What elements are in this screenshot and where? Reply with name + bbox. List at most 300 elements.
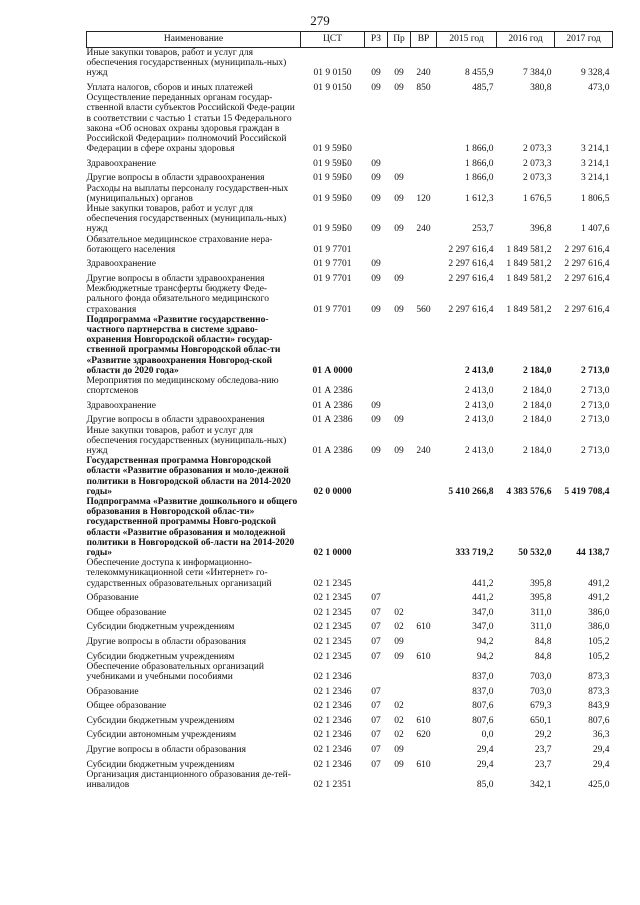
cell-name: Здравоохранение [86, 158, 156, 169]
cell-2017: 386,0 [588, 607, 610, 618]
cell-2016: 2 184,0 [523, 365, 552, 376]
cell-name: Другие вопросы в области образования [86, 745, 246, 756]
cell-rz: 09 [371, 400, 381, 411]
cell-cst: 02 1 2346 [313, 759, 352, 770]
cell-2017: 2 713,0 [581, 365, 610, 376]
cell-2015: 2 297 616,4 [448, 304, 494, 315]
cell-name: Общее образование [86, 607, 167, 618]
cell-rz: 09 [371, 68, 381, 79]
cell-name: Межбюджетные трансферты бюджету Феде-рального фонда обязательного медицинского страхования [86, 284, 269, 315]
cell-2016: 1 849 581,2 [506, 259, 552, 270]
cell-2016: 2 184,0 [523, 415, 552, 426]
cell-pr [388, 376, 411, 396]
cell-2017: 2 297 616,4 [564, 304, 610, 315]
cell-rz: 09 [371, 259, 381, 270]
table-row [87, 284, 613, 315]
cell-vr [411, 633, 437, 648]
cell-2015: 333 719,2 [455, 548, 494, 559]
cell-2017: 386,0 [588, 622, 610, 633]
cell-2015: 441,2 [472, 593, 494, 604]
cell-2015: 2 413,0 [465, 365, 494, 376]
cell-2017: 807,6 [588, 715, 610, 726]
cell-cst: 01 А 2386 [312, 386, 353, 397]
cell-2016: 650,1 [530, 715, 552, 726]
cell-pr: 09 [394, 193, 404, 204]
table-row [87, 726, 613, 741]
cell-name: Подпрограмма «Развитие государственно-частного партнерства в системе здраво-охранения Новгородской области» государ-ственной программы Новгородской облас-ти «Развитие здравоохранения Новгород-ской области до 2020 года» [86, 314, 281, 376]
cell-pr: 09 [394, 304, 404, 315]
table-row [87, 396, 613, 411]
table-body [87, 48, 613, 791]
cell-cst: 01 9 7701 [313, 304, 352, 315]
table-row [87, 79, 613, 94]
page-number: 279 [310, 13, 330, 28]
cell-vr [411, 497, 437, 558]
table-row [87, 770, 613, 790]
cell-rz: 07 [371, 745, 381, 756]
cell-cst: 02 1 2346 [313, 730, 352, 741]
cell-rz [365, 93, 388, 154]
cell-2015: 837,0 [472, 672, 494, 683]
cell-pr [388, 235, 411, 255]
table-row [87, 426, 613, 457]
cell-name: Субсидии бюджетным учреждениям [86, 651, 235, 662]
cell-vr [411, 235, 437, 255]
cell-2017: 473,0 [588, 83, 610, 93]
cell-rz: 07 [371, 637, 381, 648]
cell-2015: 29,4 [476, 745, 494, 756]
cell-pr: 09 [394, 173, 404, 184]
table-row [87, 235, 613, 255]
cell-rz: 09 [371, 224, 381, 235]
cell-2015: 807,6 [472, 701, 494, 712]
cell-2016: 7 384,0 [523, 68, 552, 79]
cell-2017: 491,2 [588, 578, 610, 589]
cell-2016: 1 849 581,2 [506, 244, 552, 255]
cell-name: Обеспечение образовательных организаций учебниками и учебными пособиями [86, 661, 264, 683]
cell-cst: 01 9 0150 [313, 68, 352, 79]
cell-pr: 02 [394, 607, 404, 618]
cell-rz [365, 497, 388, 558]
cell-pr: 02 [394, 701, 404, 712]
cell-vr [411, 662, 437, 682]
cell-vr [411, 411, 437, 426]
cell-vr [411, 770, 437, 790]
cell-rz [365, 235, 388, 255]
cell-rz: 07 [371, 607, 381, 618]
cell-name: Общее образование [86, 701, 167, 712]
cell-vr [411, 603, 437, 618]
cell-rz: 09 [371, 304, 381, 315]
cell-pr: 09 [394, 224, 404, 235]
cell-vr [411, 396, 437, 411]
cell-name: Обеспечение доступа к информационно-телекоммуникационной сети «Интернет» го-сударственных образовательных организаций [86, 558, 272, 589]
column-header-2017: 2017 год [555, 32, 613, 48]
cell-2017: 3 214,1 [581, 158, 610, 169]
cell-name: Образование [86, 686, 139, 697]
cell-2015: 2 297 616,4 [448, 274, 494, 285]
cell-pr: 09 [394, 745, 404, 756]
cell-pr: 09 [394, 651, 404, 662]
cell-name: Субсидии бюджетным учреждениям [86, 622, 235, 633]
cell-2017: 3 214,1 [581, 173, 610, 184]
cell-name: Субсидии автономным учреждениям [86, 730, 237, 741]
cell-vr [411, 456, 437, 497]
cell-pr: 09 [394, 83, 404, 93]
cell-cst: 02 1 2345 [313, 651, 352, 662]
cell-cst: 02 1 2345 [313, 622, 352, 633]
cell-vr [411, 741, 437, 756]
table-row [87, 603, 613, 618]
cell-pr: 09 [394, 68, 404, 79]
cell-2015: 347,0 [472, 607, 494, 618]
cell-pr [388, 662, 411, 682]
cell-pr [388, 154, 411, 169]
cell-vr [411, 376, 437, 396]
cell-rz: 07 [371, 701, 381, 712]
cell-cst: 02 1 2345 [313, 607, 352, 618]
cell-2016: 1 849 581,2 [506, 304, 552, 315]
cell-vr [411, 589, 437, 604]
cell-pr [388, 589, 411, 604]
cell-2016: 2 073,3 [523, 158, 552, 169]
cell-2017: 44 138,7 [576, 548, 610, 559]
cell-pr [388, 255, 411, 270]
cell-pr [388, 315, 411, 376]
cell-rz [365, 315, 388, 376]
column-header-name: Наименование [87, 32, 301, 48]
cell-2017: 491,2 [588, 593, 610, 604]
cell-2017: 1 806,5 [581, 193, 610, 204]
cell-2016: 23,7 [534, 745, 552, 756]
cell-cst: 02 1 0000 [313, 548, 352, 559]
cell-name: Уплата налогов, сборов и иных платежей [86, 83, 253, 93]
column-header-pr: Пр [388, 32, 411, 48]
cell-pr: 09 [394, 274, 404, 285]
cell-2015: 2 413,0 [465, 446, 494, 457]
table-row [87, 497, 613, 558]
cell-vr: 610 [416, 651, 431, 662]
cell-pr [388, 770, 411, 790]
cell-pr [388, 396, 411, 411]
cell-2016: 395,8 [530, 578, 552, 589]
table-row [87, 741, 613, 756]
cell-2016: 311,0 [530, 607, 552, 618]
cell-2016: 84,8 [534, 651, 552, 662]
column-header-rz: РЗ [365, 32, 388, 48]
cell-2017: 843,9 [588, 701, 610, 712]
cell-2015: 1 866,0 [465, 144, 494, 155]
cell-2016: 50 532,0 [518, 548, 552, 559]
cell-vr: 620 [416, 730, 431, 741]
table-row [87, 558, 613, 589]
cell-cst: 01 9 59Б0 [313, 224, 352, 235]
cell-cst: 01 9 59Б0 [313, 144, 352, 155]
cell-pr: 02 [394, 622, 404, 633]
cell-name: Другие вопросы в области здравоохранения [86, 274, 265, 285]
column-header-2016: 2016 год [497, 32, 555, 48]
cell-vr [411, 270, 437, 285]
cell-2015: 29,4 [476, 759, 494, 770]
cell-2016: 2 073,3 [523, 173, 552, 184]
cell-rz: 09 [371, 415, 381, 426]
column-header-cst: ЦСТ [301, 32, 365, 48]
table-row [87, 184, 613, 204]
cell-cst: 02 1 2345 [313, 578, 352, 589]
cell-2015: 94,2 [476, 651, 494, 662]
cell-cst: 01 9 59Б0 [313, 158, 352, 169]
cell-2015: 441,2 [472, 578, 494, 589]
cell-name: Другие вопросы в области образования [86, 637, 246, 648]
table-row [87, 633, 613, 648]
cell-2016: 23,7 [534, 759, 552, 770]
cell-2015: 8 455,9 [465, 68, 494, 79]
cell-2017: 873,3 [588, 686, 610, 697]
cell-rz: 07 [371, 622, 381, 633]
cell-rz [365, 376, 388, 396]
cell-rz: 07 [371, 651, 381, 662]
cell-2015: 2 297 616,4 [448, 244, 494, 255]
cell-2016: 2 184,0 [523, 446, 552, 457]
cell-name: Субсидии бюджетным учреждениям [86, 715, 235, 726]
cell-2015: 807,6 [472, 715, 494, 726]
cell-name: Мероприятия по медицинскому обследова-нию спортсменов [86, 376, 279, 397]
cell-2017: 105,2 [588, 637, 610, 648]
table-row [87, 93, 613, 154]
cell-rz [365, 456, 388, 497]
cell-vr [411, 169, 437, 184]
cell-name: Иные закупки товаров, работ и услуг для обеспечения государственных (муниципаль-ных) нужд [86, 425, 287, 457]
table-row [87, 154, 613, 169]
cell-2017: 2 713,0 [581, 386, 610, 397]
cell-2017: 29,4 [592, 759, 610, 770]
cell-name: Обязательное медицинское страхование нера-ботающего населения [86, 234, 273, 255]
cell-rz: 09 [371, 193, 381, 204]
cell-cst: 02 1 2346 [313, 672, 352, 683]
cell-cst: 01 А 2386 [312, 415, 353, 426]
cell-name: Организация дистанционного образования де-тей-инвалидов [86, 769, 291, 791]
cell-cst: 01 9 7701 [313, 244, 352, 255]
cell-2016: 395,8 [530, 593, 552, 604]
cell-vr: 120 [416, 193, 431, 204]
cell-name: Здравоохранение [86, 259, 156, 270]
cell-2017: 5 419 708,4 [564, 486, 610, 497]
cell-cst: 02 1 2346 [313, 745, 352, 756]
cell-2016: 4 383 576,6 [506, 486, 552, 497]
cell-2015: 2 297 616,4 [448, 259, 494, 270]
cell-rz: 07 [371, 686, 381, 697]
cell-rz: 09 [371, 83, 381, 93]
cell-pr: 09 [394, 759, 404, 770]
cell-rz [365, 558, 388, 589]
cell-2015: 253,7 [472, 224, 494, 235]
cell-cst: 01 9 59Б0 [313, 173, 352, 184]
table-row [87, 48, 613, 79]
cell-2015: 347,0 [472, 622, 494, 633]
cell-vr [411, 255, 437, 270]
cell-2017: 105,2 [588, 651, 610, 662]
cell-vr [411, 697, 437, 712]
cell-pr: 09 [394, 637, 404, 648]
cell-2016: 703,0 [530, 672, 552, 683]
cell-pr: 02 [394, 715, 404, 726]
cell-2017: 36,3 [592, 730, 610, 741]
cell-cst: 01 9 59Б0 [313, 193, 352, 204]
column-header-2015: 2015 год [437, 32, 497, 48]
cell-vr: 610 [416, 715, 431, 726]
cell-2017: 3 214,1 [581, 144, 610, 155]
cell-vr: 610 [416, 759, 431, 770]
cell-cst: 01 9 7701 [313, 274, 352, 285]
cell-cst: 01 9 0150 [313, 83, 352, 93]
cell-2017: 2 297 616,4 [564, 244, 610, 255]
cell-vr: 560 [416, 304, 431, 315]
table-row [87, 169, 613, 184]
table-row [87, 204, 613, 235]
cell-2015: 485,7 [472, 83, 494, 93]
cell-2016: 2 184,0 [523, 386, 552, 397]
cell-cst: 02 0 0000 [313, 486, 352, 497]
cell-name: Субсидии бюджетным учреждениям [86, 759, 235, 770]
cell-name: Государственная программа Новгородской области «Развитие образования и моло-дежной политики в Новгородской области на 2014-2020 годы» [86, 456, 291, 497]
cell-2017: 1 407,6 [581, 224, 610, 235]
cell-rz: 09 [371, 173, 381, 184]
cell-cst: 02 1 2346 [313, 715, 352, 726]
cell-2016: 342,1 [530, 780, 552, 791]
cell-2016: 84,8 [534, 637, 552, 648]
cell-vr [411, 558, 437, 589]
cell-2015: 1 866,0 [465, 158, 494, 169]
cell-name: Подпрограмма «Развитие дошкольного и общего образования в Новгородской облас-ти» государственной программы Новго-родской области «Развитие образования и молодежной политики в Новгородской об-ласти на 2014-2020 годы» [86, 497, 298, 559]
cell-2015: 2 413,0 [465, 400, 494, 411]
cell-2016: 380,8 [530, 83, 552, 93]
cell-vr: 240 [416, 224, 431, 235]
table-row [87, 456, 613, 497]
cell-cst: 02 1 2345 [313, 593, 352, 604]
cell-name: Здравоохранение [86, 400, 156, 411]
table-row [87, 255, 613, 270]
table-row [87, 711, 613, 726]
cell-2015: 94,2 [476, 637, 494, 648]
cell-vr: 850 [416, 83, 431, 93]
cell-pr [388, 456, 411, 497]
cell-name: Другие вопросы в области здравоохранения [86, 415, 265, 426]
cell-rz: 07 [371, 759, 381, 770]
cell-2017: 2 713,0 [581, 400, 610, 411]
cell-vr [411, 154, 437, 169]
cell-2016: 1 849 581,2 [506, 274, 552, 285]
cell-2015: 2 413,0 [465, 415, 494, 426]
cell-2016: 396,8 [530, 224, 552, 235]
cell-rz: 07 [371, 730, 381, 741]
cell-cst: 01 9 7701 [313, 259, 352, 270]
cell-cst: 02 1 2351 [313, 780, 352, 791]
cell-pr [388, 558, 411, 589]
cell-cst: 01 А 0000 [312, 365, 353, 376]
cell-pr: 09 [394, 415, 404, 426]
cell-name: Другие вопросы в области здравоохранения [86, 173, 265, 184]
cell-2015: 5 410 266,8 [448, 486, 494, 497]
cell-name: Осуществление переданных органам государ-ственной власти субъектов Российской Феде-рации в соответствии с частью 1 статьи 15 Федерального закона «Об основах охраны здоровья граждан в Российской Федерации» полномочий Российской Федерации в сфере охраны здоровья [86, 93, 295, 155]
cell-name: Иные закупки товаров, работ и услуг для обеспечения государственных (муниципаль-ных) нужд [86, 48, 287, 79]
cell-2016: 2 073,3 [523, 144, 552, 155]
cell-2017: 2 713,0 [581, 446, 610, 457]
cell-cst: 01 А 2386 [312, 446, 353, 457]
cell-pr [388, 93, 411, 154]
cell-2017: 29,4 [592, 745, 610, 756]
column-header-vr: ВР [411, 32, 437, 48]
table-row [87, 647, 613, 662]
cell-rz [365, 770, 388, 790]
table-row [87, 589, 613, 604]
table-row [87, 270, 613, 285]
cell-2015: 837,0 [472, 686, 494, 697]
cell-2017: 2 297 616,4 [564, 259, 610, 270]
cell-pr [388, 497, 411, 558]
cell-rz: 07 [371, 715, 381, 726]
cell-pr: 09 [394, 446, 404, 457]
budget-table [86, 31, 613, 790]
cell-cst: 02 1 2346 [313, 701, 352, 712]
cell-2017: 2 713,0 [581, 415, 610, 426]
cell-rz: 09 [371, 274, 381, 285]
table-row [87, 315, 613, 376]
cell-rz: 09 [371, 158, 381, 169]
cell-2015: 2 413,0 [465, 386, 494, 397]
cell-rz: 09 [371, 446, 381, 457]
cell-2017: 2 297 616,4 [564, 274, 610, 285]
cell-2016: 311,0 [530, 622, 552, 633]
cell-name: Образование [86, 593, 139, 604]
table-row [87, 662, 613, 682]
cell-cst: 02 1 2345 [313, 637, 352, 648]
cell-name: Иные закупки товаров, работ и услуг для обеспечения государственных (муниципаль-ных) нужд [86, 204, 287, 235]
table-row [87, 411, 613, 426]
cell-rz: 07 [371, 593, 381, 604]
cell-2016: 1 676,5 [523, 193, 552, 204]
table-header-row [87, 32, 613, 48]
cell-2016: 703,0 [530, 686, 552, 697]
cell-name: Расходы на выплаты персоналу государствен-ных (муниципальных) органов [86, 183, 289, 204]
cell-vr: 240 [416, 446, 431, 457]
cell-vr [411, 93, 437, 154]
cell-2017: 9 328,4 [581, 68, 610, 79]
cell-vr: 240 [416, 68, 431, 79]
table-row [87, 755, 613, 770]
cell-2017: 873,3 [588, 672, 610, 683]
table-row [87, 682, 613, 697]
cell-2015: 85,0 [476, 780, 494, 791]
table-row [87, 376, 613, 396]
table-row [87, 618, 613, 633]
cell-rz [365, 662, 388, 682]
cell-2017: 425,0 [588, 780, 610, 791]
cell-pr [388, 682, 411, 697]
cell-2016: 679,3 [530, 701, 552, 712]
cell-cst: 01 А 2386 [312, 400, 353, 411]
cell-2015: 0,0 [481, 730, 494, 741]
cell-cst: 02 1 2346 [313, 686, 352, 697]
cell-vr [411, 315, 437, 376]
cell-vr [411, 682, 437, 697]
cell-2016: 29,2 [534, 730, 552, 741]
cell-2016: 2 184,0 [523, 400, 552, 411]
table-row [87, 697, 613, 712]
cell-pr: 02 [394, 730, 404, 741]
cell-vr: 610 [416, 622, 431, 633]
cell-2015: 1 612,3 [465, 193, 494, 204]
cell-2015: 1 866,0 [465, 173, 494, 184]
